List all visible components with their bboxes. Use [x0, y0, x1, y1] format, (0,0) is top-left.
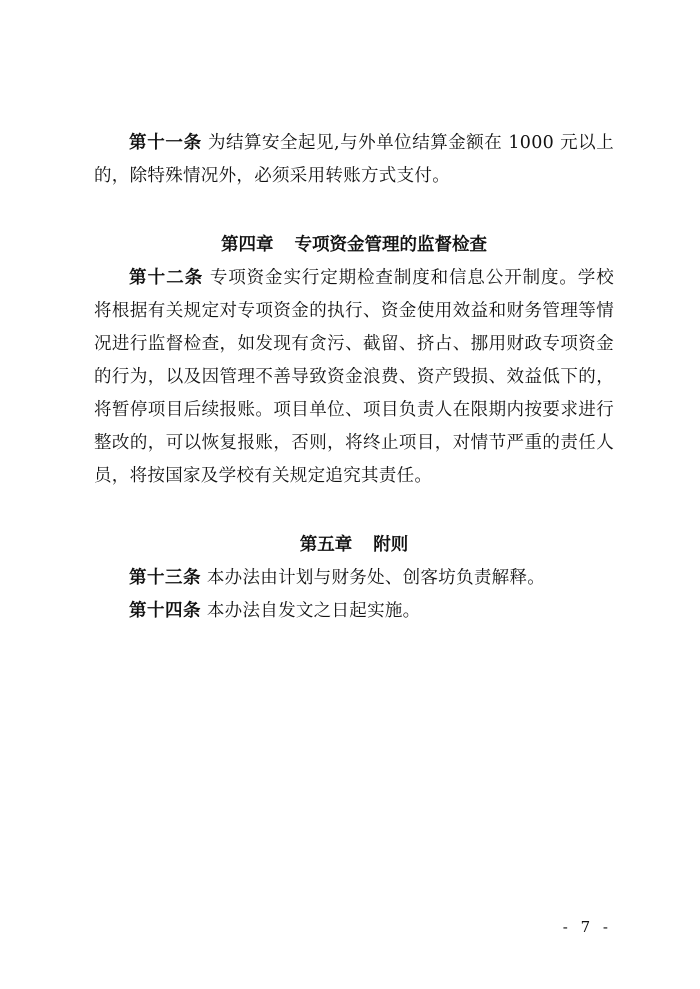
article-13-label: 第十三条 — [129, 568, 201, 588]
chapter-4-heading — [94, 229, 614, 262]
article-12 — [94, 262, 614, 493]
chapter-4-title: 专项资金管理的监督检查 — [294, 235, 487, 255]
chapter-5-title: 附则 — [373, 535, 409, 555]
article-14-text: 本办法自发文之日起实施。 — [206, 601, 421, 621]
document-body — [94, 127, 614, 628]
section-spacer — [94, 493, 614, 529]
article-14 — [94, 595, 614, 628]
section-spacer — [94, 193, 614, 229]
article-11-text: 为结算安全起见,与外单位结算金额在 1000 元以上的，除特殊情况外，必须采用转账方式支付。 — [94, 133, 614, 186]
article-11 — [94, 127, 614, 193]
article-12-label: 第十二条 — [129, 268, 204, 288]
chapter-5-heading — [94, 529, 614, 562]
article-13-text: 本办法由计划与财务处、创客坊负责解释。 — [206, 568, 546, 588]
article-14-label: 第十四条 — [129, 601, 201, 621]
article-11-label: 第十一条 — [129, 133, 202, 153]
page-number: - 7 - — [562, 918, 612, 936]
article-12-text: 专项资金实行定期检查制度和信息公开制度。学校将根据有关规定对专项资金的执行、资金使用效益和财务管理等情况进行监督检查，如发现有贪污、截留、挤占、挪用财政专项资金的行为，以及因管理不善导致资金浪费、资产毁损、效益低下的，将暂停项目后续报账。项目单位、项目负责人在限期内按要求进行整改的，可以恢复报账，否则，将终止项目，对情节严重的责任人员，将按国家及学校有关规定追究其责任。 — [94, 268, 614, 486]
chapter-4-number: 第四章 — [221, 235, 274, 255]
chapter-5-number: 第五章 — [299, 535, 353, 555]
article-13 — [94, 562, 614, 595]
